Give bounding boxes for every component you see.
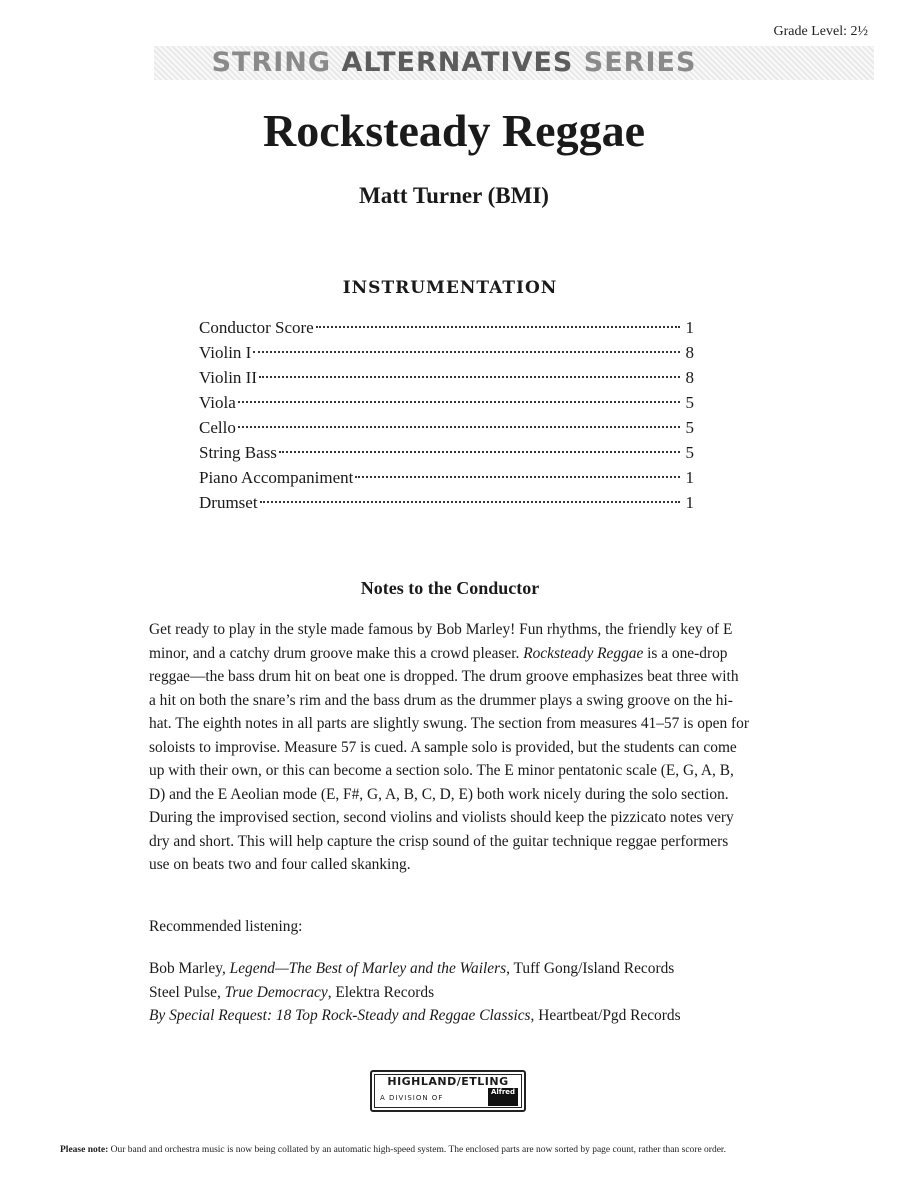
footer-note <box>60 1145 850 1155</box>
series-title-part-2: ALTERNATIVES <box>341 47 574 78</box>
notes-heading: Notes to the Conductor <box>360 578 540 598</box>
instrument-count: 5 <box>685 443 694 462</box>
instrument-name: Drumset <box>199 493 258 512</box>
notes-title-italic: Rocksteady Reggae <box>523 644 644 662</box>
instrument-name: Cello <box>199 418 236 437</box>
logo-sub-text: A DIVISION OF <box>380 1094 444 1102</box>
instrument-count: 5 <box>685 393 694 412</box>
instrument-count: 8 <box>685 343 694 362</box>
leader-dots <box>355 476 680 478</box>
instrument-count: 1 <box>685 468 694 487</box>
notes-text-part-1: Get ready to play in the style made famous by Bob Marley! Fun rhythms, the friendly key of E minor, and a catchy drum groove make this a crowd pleaser. <box>149 621 733 662</box>
instrument-row <box>199 415 694 440</box>
instrument-count: 8 <box>685 368 694 387</box>
notes-paragraph <box>149 618 749 877</box>
recording-album: By Special Request: 18 Top Rock-Steady and Reggae Classics <box>149 1007 531 1024</box>
recording-album: Legend—The Best of Marley and the Wailers <box>229 960 507 977</box>
recording-album: True Democracy <box>224 983 328 1001</box>
series-title <box>158 47 750 79</box>
grade-level: Grade Level: 2½ <box>773 24 868 39</box>
publisher-logo <box>370 1070 526 1112</box>
instrument-name: Piano Accompaniment <box>199 468 354 487</box>
instrument-row <box>199 440 694 465</box>
series-title-part-1: STRING <box>211 47 342 78</box>
leader-dots <box>279 451 680 453</box>
series-title-part-3: SERIES <box>573 47 697 78</box>
footer-note-label: Please note: <box>60 1145 109 1155</box>
recommended-listening-label: Recommended listening: <box>149 918 303 935</box>
leader-dots <box>253 351 680 353</box>
notes-text-part-2: is a one-drop reggae—the bass drum hit on beat one is dropped. The drum groove emphasizes beat three with a hit on both the snare’s rim and the bass drum as the drummer plays a swing groove on the hi-hat. The eighth notes in all parts are slightly swung. The section from measures 41–57 is open for soloists to improvise. Measure 57 is cued. A sample solo is provided, but the students can come up with their own, or this can become a section solo. The E minor pentatonic scale (E, G, A, B, D) and the E Aeolian mode (E, F#, G, A, B, C, D, E) both work nicely during the solo section. During the improvised section, second violins and violists should keep the pizzicato notes very dry and short. This will help capture the crisp sound of the guitar technique reggae performers use on beats two and four called skanking. <box>149 644 749 873</box>
recording-artist: Steel Pulse, <box>149 983 225 1001</box>
instrument-row <box>199 315 694 340</box>
footer-note-text: Our band and orchestra music is now being collated by an automatic high-speed system. The enclosed parts are now sorted by page count, rather than score order. <box>108 1145 726 1155</box>
instrument-count: 5 <box>685 418 694 437</box>
instrument-row <box>199 490 694 515</box>
composer: Matt Turner (BMI) <box>359 183 549 208</box>
alfred-badge: Alfred <box>488 1088 518 1106</box>
recording-item <box>149 981 789 1005</box>
instrument-name: String Bass <box>199 443 277 462</box>
instrumentation-heading: INSTRUMENTATION <box>342 278 558 298</box>
recording-item <box>149 1004 789 1028</box>
logo-main-text: HIGHLAND/ETLING <box>387 1075 509 1088</box>
instrument-row <box>199 465 694 490</box>
page-title: Rocksteady Reggae <box>263 105 645 156</box>
instrumentation-list <box>199 315 694 515</box>
recording-artist: Bob Marley, <box>149 960 230 977</box>
recording-item <box>149 957 789 981</box>
instrument-name: Conductor Score <box>199 318 314 337</box>
leader-dots <box>259 376 680 378</box>
leader-dots <box>316 326 680 328</box>
instrument-name: Viola <box>199 393 236 412</box>
instrument-row <box>199 390 694 415</box>
recordings-list <box>149 957 789 1028</box>
leader-dots <box>238 426 680 428</box>
recording-label: , Tuff Gong/Island Records <box>506 960 675 977</box>
instrument-name: Violin I <box>199 343 252 362</box>
instrument-count: 1 <box>685 493 694 512</box>
instrument-name: Violin II <box>199 368 257 387</box>
leader-dots <box>260 501 680 503</box>
recording-label: , Heartbeat/Pgd Records <box>530 1007 681 1024</box>
instrument-count: 1 <box>685 318 694 337</box>
recording-label: , Elektra Records <box>327 983 435 1001</box>
leader-dots <box>238 401 680 403</box>
instrument-row <box>199 365 694 390</box>
instrument-row <box>199 340 694 365</box>
